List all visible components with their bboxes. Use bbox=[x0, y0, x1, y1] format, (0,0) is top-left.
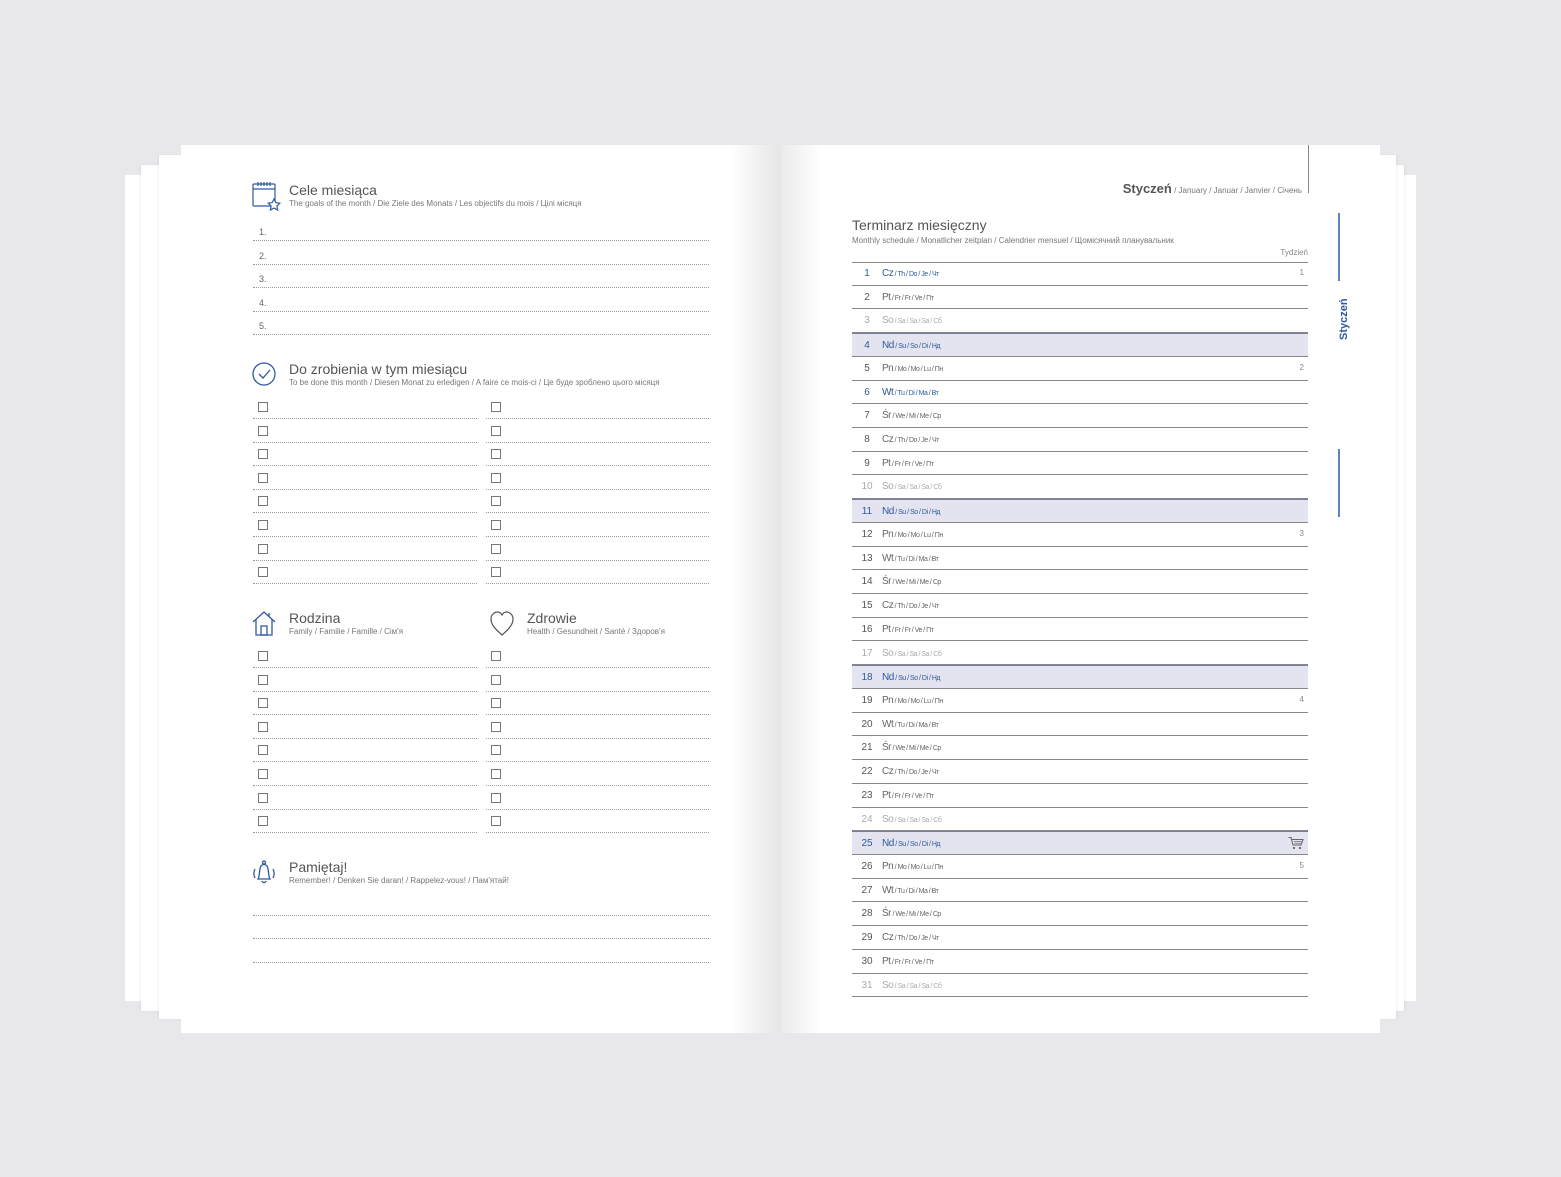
goal-line[interactable] bbox=[253, 241, 709, 265]
day-translations: / Tu / Di / Ma / Вт bbox=[893, 389, 939, 397]
day-name bbox=[882, 553, 938, 564]
day-name bbox=[882, 576, 941, 587]
todo-item[interactable] bbox=[486, 513, 709, 537]
day-name bbox=[882, 814, 941, 825]
goals-subtitle: The goals of the month / Die Ziele des Monats / Les objectifs du mois / Цілі місяця bbox=[289, 199, 582, 208]
day-translations: / Mo / Mo / Lu / Пн bbox=[893, 697, 943, 705]
checkbox[interactable] bbox=[258, 793, 268, 803]
family-item[interactable] bbox=[253, 786, 477, 810]
side-tab-line-bottom bbox=[1338, 449, 1340, 517]
day-name bbox=[882, 387, 938, 398]
todo-item[interactable] bbox=[253, 419, 477, 443]
day-row[interactable] bbox=[852, 926, 1308, 950]
day-translations: / Fr / Fr / Ve / Пт bbox=[890, 460, 934, 468]
health-item[interactable] bbox=[486, 809, 709, 833]
todo-item[interactable] bbox=[253, 513, 477, 537]
day-number: 1 bbox=[864, 268, 870, 279]
day-abbrev: Nd bbox=[882, 340, 894, 352]
checkbox[interactable] bbox=[258, 402, 268, 412]
remember-line[interactable] bbox=[253, 892, 709, 916]
checkbox[interactable] bbox=[491, 402, 501, 412]
checkbox[interactable] bbox=[491, 698, 501, 708]
day-translations: / Su / So / Di / Нд bbox=[893, 509, 941, 517]
todo-item[interactable] bbox=[253, 395, 477, 419]
day-abbrev: Wt bbox=[882, 884, 894, 896]
day-row[interactable] bbox=[852, 333, 1308, 357]
health-title: Zdrowie bbox=[527, 610, 577, 626]
day-row[interactable] bbox=[852, 618, 1308, 642]
day-abbrev: So bbox=[882, 979, 894, 991]
day-name bbox=[882, 861, 943, 872]
todo-header bbox=[251, 359, 660, 391]
family-title: Rodzina bbox=[289, 610, 341, 626]
day-translations: / Su / So / Di / Нд bbox=[893, 675, 941, 683]
day-number: 8 bbox=[864, 434, 870, 446]
week-number: 3 bbox=[1299, 528, 1304, 538]
day-translations: / Sa / Sa / Sa / Сб bbox=[893, 816, 942, 824]
checkbox[interactable] bbox=[258, 651, 268, 661]
health-item[interactable] bbox=[486, 762, 709, 786]
month-translations: / January / Januar / Janvier / Січень bbox=[1171, 186, 1302, 195]
goal-line[interactable] bbox=[253, 288, 709, 312]
day-translations: / Su / So / Di / Нд bbox=[893, 841, 941, 849]
day-row[interactable] bbox=[852, 286, 1308, 310]
day-name bbox=[882, 790, 933, 801]
day-row[interactable] bbox=[852, 736, 1308, 760]
checkbox[interactable] bbox=[258, 520, 268, 530]
day-row[interactable] bbox=[852, 784, 1308, 808]
day-row[interactable] bbox=[852, 523, 1308, 547]
checkbox[interactable] bbox=[491, 520, 501, 530]
health-item[interactable] bbox=[486, 644, 709, 668]
day-abbrev: Nd bbox=[882, 506, 894, 518]
day-row[interactable] bbox=[852, 879, 1308, 903]
day-abbrev: Pn bbox=[882, 362, 894, 374]
day-number: 30 bbox=[861, 955, 873, 967]
checkbox[interactable] bbox=[258, 449, 268, 459]
day-abbrev: So bbox=[882, 813, 894, 825]
day-name bbox=[882, 672, 940, 683]
day-row[interactable] bbox=[852, 831, 1308, 855]
checkmark-circle-icon bbox=[251, 359, 283, 391]
checkbox[interactable] bbox=[491, 816, 501, 826]
day-number: 21 bbox=[861, 742, 873, 754]
day-number: 20 bbox=[861, 718, 873, 730]
health-item[interactable] bbox=[486, 668, 709, 692]
remember-line[interactable] bbox=[253, 939, 709, 963]
family-item[interactable] bbox=[253, 715, 477, 739]
day-name bbox=[882, 481, 941, 492]
day-translations: / Fr / Fr / Ve / Пт bbox=[890, 626, 934, 634]
remember-header bbox=[251, 857, 509, 889]
day-name bbox=[882, 908, 941, 919]
day-translations: / Tu / Di / Ma / Вт bbox=[893, 721, 939, 729]
day-abbrev: So bbox=[882, 315, 894, 327]
day-abbrev: Pt bbox=[882, 623, 891, 635]
day-name bbox=[882, 695, 943, 706]
checkbox[interactable] bbox=[258, 675, 268, 685]
day-translations: / We / Mi / Me / Ср bbox=[891, 911, 941, 919]
house-icon bbox=[251, 608, 283, 640]
checkbox[interactable] bbox=[491, 793, 501, 803]
family-item[interactable] bbox=[253, 762, 477, 786]
month-name: Styczeń bbox=[1122, 181, 1172, 196]
family-item[interactable] bbox=[253, 809, 477, 833]
day-number: 25 bbox=[861, 838, 873, 850]
month-divider bbox=[1308, 145, 1309, 193]
checkbox[interactable] bbox=[258, 567, 268, 577]
day-row[interactable] bbox=[852, 902, 1308, 926]
day-number: 13 bbox=[861, 552, 873, 564]
goal-number: 2. bbox=[259, 251, 267, 261]
day-translations: / We / Mi / Me / Ср bbox=[891, 413, 941, 421]
todo-subtitle: To be done this month / Diesen Monat zu erledigen / A faire ce mois-ci / Це буде зроблено цього місяця bbox=[289, 378, 660, 387]
day-number: 24 bbox=[861, 813, 873, 825]
day-row[interactable] bbox=[852, 475, 1308, 499]
day-row[interactable] bbox=[852, 689, 1308, 713]
day-abbrev: Pt bbox=[882, 955, 891, 967]
todo-item[interactable] bbox=[253, 466, 477, 490]
day-name bbox=[882, 315, 941, 326]
health-item[interactable] bbox=[486, 691, 709, 715]
goal-line[interactable] bbox=[253, 311, 709, 335]
day-number: 27 bbox=[861, 884, 873, 896]
day-row[interactable] bbox=[852, 262, 1308, 286]
right-page bbox=[781, 145, 1380, 1033]
day-abbrev: Wt bbox=[882, 552, 894, 564]
family-header bbox=[251, 608, 403, 640]
todo-item[interactable] bbox=[253, 489, 477, 513]
day-row[interactable] bbox=[852, 808, 1308, 832]
day-abbrev: Wt bbox=[882, 386, 894, 398]
week-column-label: Tydzień bbox=[1280, 248, 1308, 257]
day-number: 16 bbox=[861, 623, 873, 635]
day-abbrev: Śr bbox=[882, 908, 891, 920]
day-number: 14 bbox=[861, 576, 873, 588]
schedule-subtitle: Monthly schedule / Monatlicher zeitplan / Calendrier mensuel / Щомісячний планувальник bbox=[852, 236, 1174, 245]
day-translations: / Sa / Sa / Sa / Сб bbox=[893, 982, 942, 990]
family-item[interactable] bbox=[253, 738, 477, 762]
day-name bbox=[882, 363, 943, 374]
health-header bbox=[489, 608, 665, 640]
day-abbrev: Wt bbox=[882, 718, 894, 730]
day-translations: / Th / Do / Je / Чт bbox=[893, 935, 939, 943]
day-name bbox=[882, 340, 940, 351]
day-name bbox=[882, 410, 941, 421]
day-row[interactable] bbox=[852, 855, 1308, 879]
day-translations: / Sa / Sa / Sa / Сб bbox=[893, 484, 942, 492]
day-name bbox=[882, 268, 939, 279]
bell-icon bbox=[251, 857, 283, 889]
family-item[interactable] bbox=[253, 691, 477, 715]
day-abbrev: Nd bbox=[882, 838, 894, 850]
day-number: 31 bbox=[861, 979, 873, 991]
todo-item[interactable] bbox=[253, 442, 477, 466]
day-translations: / Fr / Fr / Ve / Пт bbox=[890, 294, 934, 302]
family-item[interactable] bbox=[253, 668, 477, 692]
goal-number: 4. bbox=[259, 298, 267, 308]
heart-icon bbox=[489, 608, 521, 640]
day-abbrev: Śr bbox=[882, 742, 891, 754]
calendar-star-icon bbox=[251, 180, 283, 212]
day-row[interactable] bbox=[852, 665, 1308, 689]
checkbox[interactable] bbox=[258, 544, 268, 554]
schedule-title: Terminarz miesięczny bbox=[852, 217, 987, 233]
day-number: 2 bbox=[864, 291, 870, 303]
day-name bbox=[882, 719, 938, 730]
checkbox[interactable] bbox=[491, 473, 501, 483]
checkbox[interactable] bbox=[491, 567, 501, 577]
todo-item[interactable] bbox=[486, 395, 709, 419]
day-translations: / Th / Do / Je / Чт bbox=[893, 271, 939, 278]
day-row[interactable] bbox=[852, 713, 1308, 737]
day-abbrev: Nd bbox=[882, 672, 894, 684]
day-row[interactable] bbox=[852, 404, 1308, 428]
day-translations: / Th / Do / Je / Чт bbox=[893, 437, 939, 445]
day-translations: / We / Mi / Me / Ср bbox=[891, 745, 941, 753]
day-name bbox=[882, 458, 933, 469]
week-number: 2 bbox=[1299, 362, 1304, 372]
day-number: 3 bbox=[864, 315, 870, 327]
day-translations: / Fr / Fr / Ve / Пт bbox=[890, 958, 934, 966]
day-number: 26 bbox=[861, 861, 873, 872]
health-item[interactable] bbox=[486, 715, 709, 739]
checkbox[interactable] bbox=[258, 496, 268, 506]
day-number: 28 bbox=[861, 908, 873, 920]
day-row[interactable] bbox=[852, 570, 1308, 594]
todo-item[interactable] bbox=[253, 560, 477, 584]
day-row[interactable] bbox=[852, 642, 1308, 666]
day-row[interactable] bbox=[852, 594, 1308, 618]
week-number: 5 bbox=[1299, 861, 1304, 870]
day-number: 7 bbox=[864, 410, 870, 422]
day-abbrev: Cz bbox=[882, 600, 894, 612]
cart-icon bbox=[1288, 836, 1304, 850]
checkbox[interactable] bbox=[491, 496, 501, 506]
checkbox[interactable] bbox=[491, 449, 501, 459]
day-name bbox=[882, 956, 933, 967]
day-translations: / Tu / Di / Ma / Вт bbox=[893, 887, 939, 895]
day-name bbox=[882, 506, 940, 517]
goals-title: Cele miesiąca bbox=[289, 182, 377, 198]
day-number: 11 bbox=[861, 506, 873, 518]
day-abbrev: Pt bbox=[882, 789, 891, 801]
remember-title: Pamiętaj! bbox=[289, 859, 348, 875]
day-name bbox=[882, 838, 940, 849]
health-item[interactable] bbox=[486, 786, 709, 810]
day-name bbox=[882, 766, 939, 777]
day-name bbox=[882, 529, 943, 540]
checkbox[interactable] bbox=[258, 426, 268, 436]
checkbox[interactable] bbox=[258, 745, 268, 755]
family-subtitle: Family / Familie / Famille / Сім'я bbox=[289, 627, 404, 636]
day-name bbox=[882, 648, 941, 659]
family-item[interactable] bbox=[253, 644, 477, 668]
goal-number: 5. bbox=[259, 321, 267, 331]
day-number: 4 bbox=[864, 340, 870, 352]
day-abbrev: So bbox=[882, 481, 894, 493]
week-number: 1 bbox=[1299, 268, 1304, 277]
day-abbrev: So bbox=[882, 647, 894, 659]
day-number: 15 bbox=[861, 600, 873, 612]
day-translations: / Sa / Sa / Sa / Сб bbox=[893, 318, 942, 326]
day-abbrev: Pn bbox=[882, 528, 894, 540]
day-number: 6 bbox=[864, 386, 870, 398]
day-row[interactable] bbox=[852, 547, 1308, 571]
checkbox[interactable] bbox=[258, 722, 268, 732]
day-number: 23 bbox=[861, 789, 873, 801]
day-row[interactable] bbox=[852, 499, 1308, 523]
day-translations: / Th / Do / Je / Чт bbox=[893, 769, 939, 777]
todo-item[interactable] bbox=[486, 560, 709, 584]
day-abbrev: Cz bbox=[882, 766, 894, 778]
checkbox[interactable] bbox=[258, 769, 268, 779]
todo-item[interactable] bbox=[486, 419, 709, 443]
goal-number: 1. bbox=[259, 227, 267, 237]
day-abbrev: Cz bbox=[882, 434, 894, 446]
day-row[interactable] bbox=[852, 381, 1308, 405]
side-tab-line-top bbox=[1338, 213, 1340, 281]
day-abbrev: Pn bbox=[882, 861, 894, 872]
side-tab-month[interactable]: Styczeń bbox=[1338, 298, 1350, 340]
day-name bbox=[882, 624, 933, 635]
checkbox[interactable] bbox=[491, 651, 501, 661]
day-number: 22 bbox=[861, 766, 873, 778]
day-number: 10 bbox=[861, 481, 873, 493]
day-name bbox=[882, 600, 939, 611]
month-header bbox=[1123, 180, 1302, 198]
checkbox[interactable] bbox=[258, 473, 268, 483]
day-translations: / Su / So / Di / Нд bbox=[893, 343, 941, 351]
todo-item[interactable] bbox=[486, 442, 709, 466]
checkbox[interactable] bbox=[491, 675, 501, 685]
day-abbrev: Śr bbox=[882, 576, 891, 588]
day-row[interactable] bbox=[852, 974, 1308, 998]
checkbox[interactable] bbox=[491, 722, 501, 732]
day-name bbox=[882, 885, 938, 896]
health-item[interactable] bbox=[486, 738, 709, 762]
day-name bbox=[882, 742, 941, 753]
checkbox[interactable] bbox=[491, 769, 501, 779]
day-number: 29 bbox=[861, 932, 873, 944]
left-page bbox=[181, 145, 781, 1033]
todo-item[interactable] bbox=[486, 489, 709, 513]
day-name bbox=[882, 932, 939, 943]
checkbox[interactable] bbox=[258, 816, 268, 826]
day-translations: / Mo / Mo / Lu / Пн bbox=[893, 365, 943, 373]
checkbox[interactable] bbox=[491, 544, 501, 554]
day-abbrev: Cz bbox=[882, 268, 894, 279]
checkbox[interactable] bbox=[491, 426, 501, 436]
day-row[interactable] bbox=[852, 357, 1308, 381]
day-abbrev: Pt bbox=[882, 291, 891, 303]
day-abbrev: Pt bbox=[882, 457, 891, 469]
day-number: 19 bbox=[861, 694, 873, 706]
checkbox[interactable] bbox=[491, 745, 501, 755]
health-subtitle: Health / Gesundheit / Santé / Здоров'я bbox=[527, 627, 665, 636]
goals-header bbox=[251, 180, 582, 212]
day-name bbox=[882, 434, 939, 445]
day-translations: / Tu / Di / Ma / Вт bbox=[893, 555, 939, 563]
todo-item[interactable] bbox=[486, 466, 709, 490]
goal-line[interactable] bbox=[253, 264, 709, 288]
checkbox[interactable] bbox=[258, 698, 268, 708]
remember-subtitle: Remember! / Denken Sie daran! / Rappelez-vous! / Пам'ятай! bbox=[289, 876, 509, 885]
day-row[interactable] bbox=[852, 428, 1308, 452]
day-row[interactable] bbox=[852, 452, 1308, 476]
week-number: 4 bbox=[1299, 694, 1304, 704]
day-number: 17 bbox=[861, 647, 873, 659]
day-number: 12 bbox=[861, 528, 873, 540]
day-number: 18 bbox=[861, 672, 873, 684]
day-translations: / Mo / Mo / Lu / Пн bbox=[893, 864, 943, 871]
day-name bbox=[882, 292, 933, 303]
day-translations: / Sa / Sa / Sa / Сб bbox=[893, 650, 942, 658]
goal-number: 3. bbox=[259, 274, 267, 284]
day-abbrev: Pn bbox=[882, 694, 894, 706]
remember-line[interactable] bbox=[253, 915, 709, 939]
day-translations: / We / Mi / Me / Ср bbox=[891, 579, 941, 587]
day-name bbox=[882, 980, 941, 991]
day-row[interactable] bbox=[852, 760, 1308, 784]
todo-item[interactable] bbox=[253, 537, 477, 561]
day-row[interactable] bbox=[852, 950, 1308, 974]
day-number: 9 bbox=[864, 457, 870, 469]
day-translations: / Fr / Fr / Ve / Пт bbox=[890, 792, 934, 800]
day-abbrev: Cz bbox=[882, 932, 894, 944]
day-number: 5 bbox=[864, 362, 870, 374]
day-abbrev: Śr bbox=[882, 410, 891, 422]
day-translations: / Mo / Mo / Lu / Пн bbox=[893, 531, 943, 539]
goal-line[interactable] bbox=[253, 217, 709, 241]
todo-item[interactable] bbox=[486, 537, 709, 561]
day-translations: / Th / Do / Je / Чт bbox=[893, 603, 939, 611]
day-row[interactable] bbox=[852, 309, 1308, 333]
todo-title: Do zrobienia w tym miesiącu bbox=[289, 361, 468, 377]
